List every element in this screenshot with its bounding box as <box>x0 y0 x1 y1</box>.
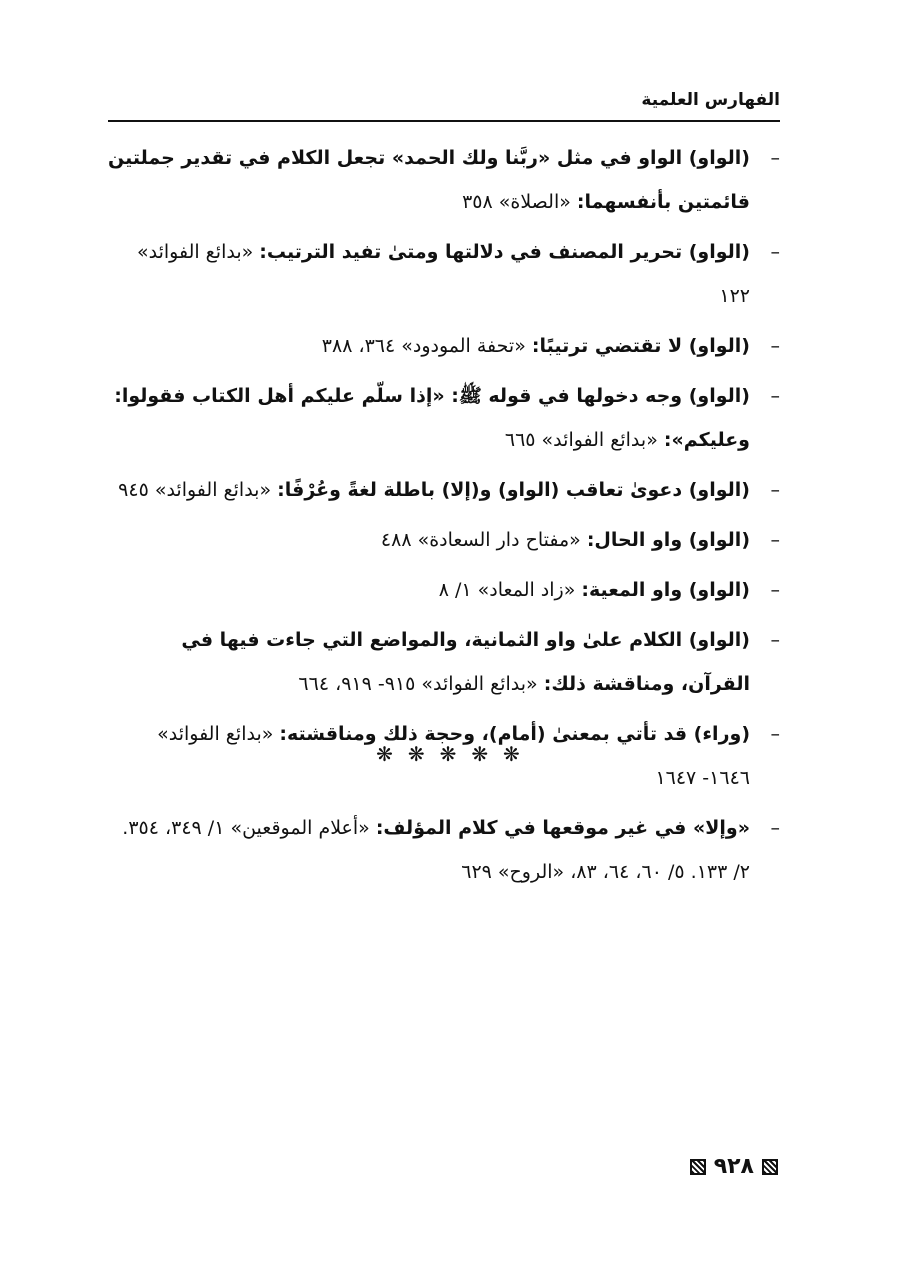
entry-dash: – <box>770 723 780 745</box>
index-entry <box>108 374 780 462</box>
index-entry <box>108 568 780 612</box>
entry-dash: – <box>770 579 780 601</box>
section-separator: ❋ ❋ ❋ ❋ ❋ <box>376 742 524 766</box>
index-entry <box>108 618 780 706</box>
index-entry <box>108 468 780 512</box>
page-footer <box>690 1156 778 1178</box>
index-entry <box>108 324 780 368</box>
entry-dash: – <box>770 241 780 263</box>
entry-topic: (الواو) دعوىٰ تعاقب (الواو) و(إلا) باطلة لغةً وعُرْفًا: <box>277 479 750 501</box>
entry-topic: (الواو) وجه دخولها في قوله ﷺ: «إذا سلّم عليكم أهل الكتاب فقولوا: وعليكم»: <box>114 385 750 451</box>
entry-topic: (الواو) الكلام علىٰ واو الثمانية، والمواضع التي جاءت فيها في القرآن، ومناقشة ذلك: <box>181 629 750 695</box>
entry-reference: «بدائع الفوائد» ٦٦٥ <box>504 429 658 451</box>
header-title: الفهارس العلمية <box>641 90 780 110</box>
entry-dash: – <box>770 335 780 357</box>
index-entry <box>108 806 780 894</box>
entry-dash: – <box>770 385 780 407</box>
index-entry <box>108 230 780 318</box>
entry-reference: «زاد المعاد» ١/ ٨ <box>438 579 576 601</box>
entry-dash: – <box>770 147 780 169</box>
entry-topic: (الواو) واو المعية: <box>581 579 750 601</box>
running-header <box>108 84 780 122</box>
index-entry <box>108 136 780 224</box>
entry-topic: (الواو) الواو في مثل «ربَّنا ولك الحمد» تجعل الكلام في تقدير جملتين قائمتين بأنفسهما: <box>108 147 750 213</box>
entry-dash: – <box>770 629 780 651</box>
entry-topic: (وراء) قد تأتي بمعنىٰ (أمام)، وحجة ذلك ومناقشته: <box>279 723 750 745</box>
entry-topic: «وإلا» في غير موقعها في كلام المؤلف: <box>375 817 750 839</box>
entry-topic: (الواو) لا تقتضي ترتيبًا: <box>531 335 750 357</box>
entry-reference: «مفتاح دار السعادة» ٤٨٨ <box>380 529 581 551</box>
entry-dash: – <box>770 479 780 501</box>
entry-reference: «بدائع الفوائد» ٩١٥- ٩١٩، ٦٦٤ <box>298 673 538 695</box>
entry-reference: «الصلاة» ٣٥٨ <box>462 191 571 213</box>
entry-dash: – <box>770 817 780 839</box>
index-entries <box>108 136 780 900</box>
ornament-icon <box>690 1159 706 1175</box>
entry-reference: «أعلام الموقعين» ١/ ٣٤٩، ٣٥٤. ٢/ ١٣٣. ٥/ ٦٠، ٦٤، ٨٣، «الروح» ٦٢٩ <box>122 817 750 883</box>
entry-reference: «بدائع الفوائد» ١٢٢ <box>136 241 750 307</box>
entry-topic: (الواو) واو الحال: <box>586 529 750 551</box>
ornament-icon <box>762 1159 778 1175</box>
entry-reference: «بدائع الفوائد» ٩٤٥ <box>118 479 272 501</box>
entry-reference: «تحفة المودود» ٣٦٤، ٣٨٨ <box>321 335 526 357</box>
entry-topic: (الواو) تحرير المصنف في دلالتها ومتىٰ تفيد الترتيب: <box>259 241 750 263</box>
entry-dash: – <box>770 529 780 551</box>
entry-reference: «بدائع الفوائد» ١٦٤٦- ١٦٤٧ <box>157 723 750 789</box>
page-number: ٩٢٨ <box>713 1154 754 1179</box>
index-entry <box>108 518 780 562</box>
